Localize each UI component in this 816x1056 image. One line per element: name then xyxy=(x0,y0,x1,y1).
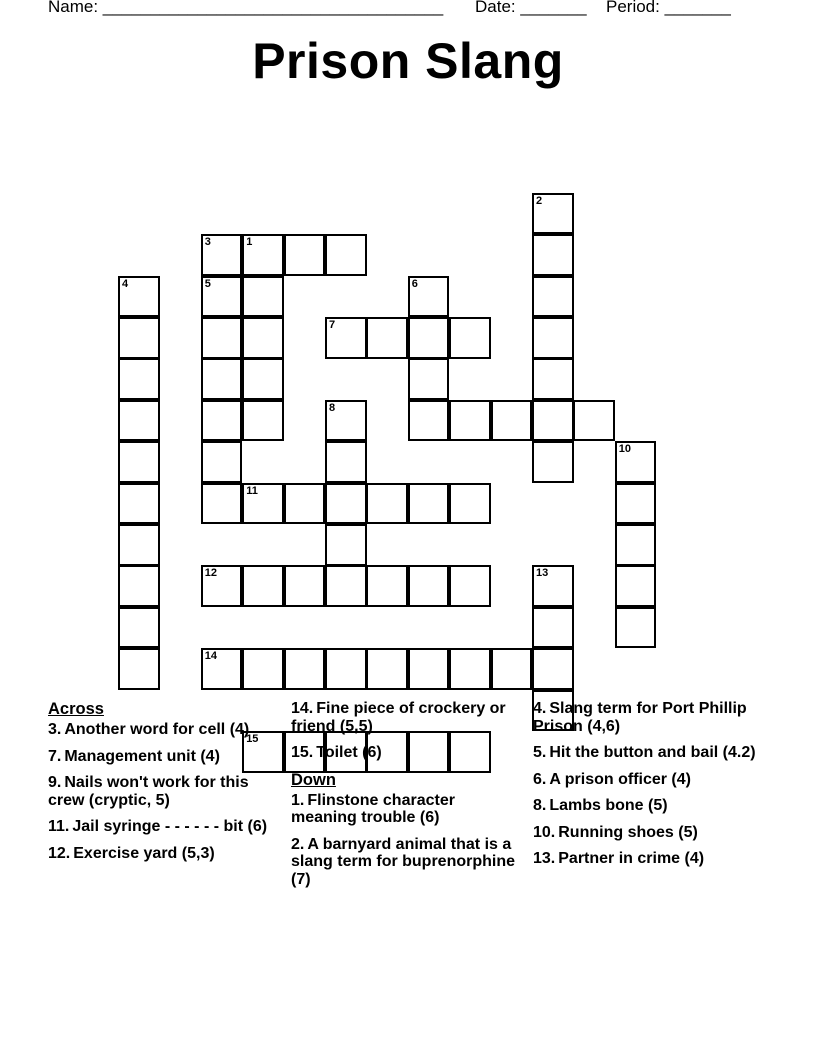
date-field-label[interactable]: Date: _______ xyxy=(475,0,587,16)
grid-cell[interactable] xyxy=(201,358,243,400)
clue-text: Another word for cell (4) xyxy=(64,721,250,738)
grid-cell[interactable] xyxy=(408,400,450,442)
clue-text: Flinstone character meaning trouble (6) xyxy=(291,791,455,826)
grid-cell[interactable] xyxy=(118,317,160,359)
grid-cell[interactable] xyxy=(242,400,284,442)
grid-cell[interactable] xyxy=(118,400,160,442)
clue-column-3 xyxy=(533,700,765,877)
clue-text: A barnyard animal that is a slang term for buprenorphine (7) xyxy=(291,835,516,888)
grid-cell[interactable] xyxy=(118,276,160,318)
clue-number: 7. xyxy=(48,747,62,765)
grid-cell[interactable] xyxy=(201,648,243,690)
grid-cell[interactable] xyxy=(284,648,326,690)
cell-number: 4 xyxy=(122,277,129,290)
clue-column-1 xyxy=(48,700,280,871)
down-clue xyxy=(533,824,765,842)
grid-cell[interactable] xyxy=(118,441,160,483)
grid-cell[interactable] xyxy=(325,441,367,483)
clue-number: 14. xyxy=(291,700,314,717)
down-clue xyxy=(533,771,765,789)
grid-cell[interactable] xyxy=(491,400,533,442)
grid-cell[interactable] xyxy=(242,234,284,276)
period-field-label[interactable]: Period: _______ xyxy=(606,0,731,16)
grid-cell[interactable] xyxy=(532,441,574,483)
grid-cell[interactable] xyxy=(201,317,243,359)
grid-cell[interactable] xyxy=(325,234,367,276)
grid-cell[interactable] xyxy=(325,648,367,690)
grid-cell[interactable] xyxy=(449,648,491,690)
grid-cell[interactable] xyxy=(615,483,657,525)
grid-cell[interactable] xyxy=(201,234,243,276)
clue-text: Nails won't work for this crew (cryptic, 5) xyxy=(48,774,249,809)
cell-number: 1 xyxy=(246,236,253,249)
grid-cell[interactable] xyxy=(408,648,450,690)
grid-cell[interactable] xyxy=(532,400,574,442)
cell-number: 5 xyxy=(204,277,211,290)
grid-cell[interactable] xyxy=(449,483,491,525)
down-clue xyxy=(533,850,765,868)
cell-number: 15 xyxy=(246,733,259,745)
grid-cell[interactable] xyxy=(366,317,408,359)
grid-cell[interactable] xyxy=(242,317,284,359)
cell-number: 12 xyxy=(204,567,218,580)
clue-text: Toilet (6) xyxy=(316,744,382,761)
clue-text: Jail syringe - - - - - - bit (6) xyxy=(72,818,268,835)
across-heading: Across xyxy=(48,700,104,718)
clue-number: 10. xyxy=(533,823,556,841)
clue-text: Exercise yard (5,3) xyxy=(73,844,215,862)
grid-cell[interactable] xyxy=(118,358,160,400)
across-clue xyxy=(291,744,523,762)
grid-cell[interactable] xyxy=(366,565,408,607)
grid-cell[interactable] xyxy=(242,276,284,318)
grid-cell[interactable] xyxy=(242,358,284,400)
down-clue xyxy=(533,744,765,762)
grid-cell[interactable] xyxy=(532,234,574,276)
grid-cell[interactable] xyxy=(449,400,491,442)
clue-number: 9. xyxy=(48,774,62,791)
grid-cell[interactable] xyxy=(325,524,367,566)
grid-cell[interactable] xyxy=(284,483,326,525)
clue-number: 13. xyxy=(533,850,556,867)
grid-cell[interactable] xyxy=(366,648,408,690)
grid-cell[interactable] xyxy=(532,565,574,607)
grid-cell[interactable] xyxy=(118,483,160,525)
grid-cell[interactable] xyxy=(408,565,450,607)
grid-cell[interactable] xyxy=(325,483,367,525)
clue-number: 12. xyxy=(48,844,71,862)
grid-cell[interactable] xyxy=(491,648,533,690)
grid-cell[interactable] xyxy=(201,441,243,483)
grid-cell[interactable] xyxy=(325,565,367,607)
grid-cell[interactable] xyxy=(408,483,450,525)
cell-number: 7 xyxy=(329,319,336,331)
name-field-label[interactable]: Name: ____________________________________ xyxy=(48,0,444,16)
cell-number: 10 xyxy=(618,443,632,456)
across-clue xyxy=(291,700,523,735)
grid-cell[interactable] xyxy=(615,607,657,649)
down-heading: Down xyxy=(291,770,336,789)
grid-cell[interactable] xyxy=(325,317,367,359)
grid-cell[interactable] xyxy=(242,483,284,525)
grid-cell[interactable] xyxy=(532,276,574,318)
cell-number: 2 xyxy=(536,194,543,207)
clue-text: A prison officer (4) xyxy=(549,770,691,788)
grid-cell[interactable] xyxy=(325,400,367,442)
grid-cell[interactable] xyxy=(366,483,408,525)
grid-cell[interactable] xyxy=(242,648,284,690)
down-clue xyxy=(291,836,523,889)
grid-cell[interactable] xyxy=(449,317,491,359)
down-clue xyxy=(533,700,765,735)
clue-text: Management unit (4) xyxy=(64,747,220,765)
clue-number: 8. xyxy=(533,797,547,814)
clue-number: 4. xyxy=(533,700,547,717)
grid-cell[interactable] xyxy=(408,276,450,318)
grid-cell[interactable] xyxy=(284,565,326,607)
grid-cell[interactable] xyxy=(118,524,160,566)
grid-cell[interactable] xyxy=(201,565,243,607)
grid-cell[interactable] xyxy=(532,648,574,690)
clue-number: 2. xyxy=(291,835,305,853)
cell-number: 13 xyxy=(536,567,549,580)
cell-number: 3 xyxy=(204,236,211,249)
clue-column-2 xyxy=(291,700,523,897)
clue-number: 6. xyxy=(533,770,547,788)
puzzle-title: Prison Slang xyxy=(252,33,564,89)
across-clue xyxy=(48,818,280,836)
across-clue xyxy=(48,721,280,739)
grid-cell[interactable] xyxy=(408,317,450,359)
grid-cell[interactable] xyxy=(201,483,243,525)
grid-cell[interactable] xyxy=(118,648,160,690)
grid-cell[interactable] xyxy=(532,607,574,649)
clue-text: Hit the button and bail (4.2) xyxy=(549,744,756,761)
grid-cell[interactable] xyxy=(615,565,657,607)
grid-cell[interactable] xyxy=(532,317,574,359)
grid-cell[interactable] xyxy=(201,400,243,442)
across-clue xyxy=(48,774,280,809)
grid-cell[interactable] xyxy=(615,441,657,483)
across-clue xyxy=(48,845,280,863)
clue-text: Partner in crime (4) xyxy=(558,850,705,867)
cell-number: 11 xyxy=(246,484,258,497)
cell-number: 6 xyxy=(411,277,418,290)
grid-cell[interactable] xyxy=(573,400,615,442)
down-clue xyxy=(533,797,765,815)
clue-number: 5. xyxy=(533,744,547,761)
grid-cell[interactable] xyxy=(449,565,491,607)
clue-number: 1. xyxy=(291,791,305,809)
clue-number: 15. xyxy=(291,744,314,761)
clue-text: Fine piece of crockery or friend (5,5) xyxy=(291,700,506,735)
grid-cell[interactable] xyxy=(615,524,657,566)
cell-number: 8 xyxy=(329,401,336,414)
clue-text: Running shoes (5) xyxy=(558,823,698,841)
grid-cell[interactable] xyxy=(408,358,450,400)
across-clue xyxy=(48,748,280,766)
grid-cell[interactable] xyxy=(532,358,574,400)
cell-number: 14 xyxy=(204,650,218,663)
grid-cell[interactable] xyxy=(532,193,574,235)
clue-text: Slang term for Port Phillip Prison (4,6) xyxy=(533,700,747,735)
down-clue xyxy=(291,792,523,827)
grid-cell[interactable] xyxy=(284,234,326,276)
grid-cell[interactable] xyxy=(118,607,160,649)
clue-number: 11. xyxy=(48,818,70,835)
grid-cell[interactable] xyxy=(242,565,284,607)
grid-cell[interactable] xyxy=(201,276,243,318)
grid-cell[interactable] xyxy=(118,565,160,607)
clue-number: 3. xyxy=(48,721,62,738)
clue-text: Lambs bone (5) xyxy=(549,797,668,814)
